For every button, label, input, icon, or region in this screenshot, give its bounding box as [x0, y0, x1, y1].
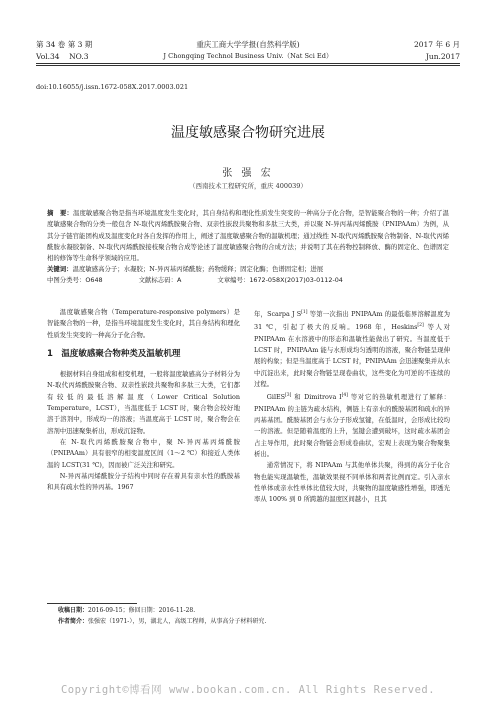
- header-journal-cn: 重庆工商大学学报(自然科学版): [196, 40, 300, 49]
- keywords-text: 温度敏感高分子；水凝胶；N-异丙基丙烯酰胺；药物缓释；固定化酶；色谱固定相；进展: [72, 265, 324, 274]
- citation-ref: [3]: [285, 393, 292, 399]
- received-label: 收稿日期：: [58, 607, 89, 614]
- author-info-label: 作者简介：: [58, 618, 89, 625]
- footnote-author: [58, 617, 266, 627]
- body-paragraph: 在 N-取代丙烯酰胺聚合物中，聚 N-异丙基丙烯酰胺（PNIPAAm）具有很窄的相变温度区间（1～2 ℃）和接近人类体温的 LCST(31 ℃)，因而被广泛关注和研究。: [47, 437, 240, 469]
- header-date-cn: 2017 年 6 月: [413, 40, 460, 49]
- author-name: 张 强 宏: [222, 168, 274, 179]
- author-info: 张强宏（1971-），男，湖北人，高级工程师，从事高分子材料研究.: [88, 618, 267, 625]
- clc-number: 中图分类号：O648: [47, 276, 103, 284]
- paper-title: 温度敏感聚合物研究进展: [171, 125, 325, 141]
- header-rule-top: [36, 63, 460, 64]
- header-rule-bottom: [36, 65, 460, 66]
- body-column-right: [254, 307, 450, 505]
- received-dates: 2016-09-15；修回日期：2016-11-28.: [88, 607, 196, 614]
- header-journal-en: J Chongqing Technol Business Univ.（Nat Sci Ed）: [163, 52, 333, 60]
- abstract-label: 摘 要：: [47, 209, 73, 217]
- section-heading-1: 1 温度敏感聚合物种类及温敏机理: [47, 348, 181, 359]
- abstract: [47, 208, 449, 276]
- keywords-label: 关键词：: [47, 265, 73, 274]
- author-affiliation: （西南技术工程研究所，重庆 400039）: [189, 182, 307, 190]
- header-volume-en: Vol.34 NO.3: [36, 52, 89, 61]
- footnote-received: [58, 606, 195, 616]
- body-paragraph: 根据材料自身组成和相变机理，一般将温度敏感高分子材料分为 N-取代丙烯酰胺聚合物、双亲性嵌段共聚物和多肽三大类，它们都有较低的最低溶解温度（Lower Critical Solution Temperature，LCST），当温度低于 LCST 时，聚合物会较好地溶于溶剂中，形成均一的溶液；当温度高于 LCST 时，聚合物会在溶剂中迅速聚集析出，形成沉淀物。: [47, 370, 240, 435]
- abstract-text: 温度敏感聚合物是指当环境温度发生变化时，其自身结构和理化性质发生突变的一种高分子化合物，是智能聚合物的一种；介绍了温度敏感聚合物的分类一般包含 N-取代丙烯酰胺聚合物、双亲性嵌段共聚物和多肽三大类，并以聚 N-异丙基丙烯酰胺（PNIPAAm）为例，从其分子链官能团构成及温度变化时各自发挥的作用上，阐述了温度敏感聚合物的温敏机理；通过线性 N-取代丙烯酰胺聚合物制备、N-取代丙烯酰胺水凝胶制备、N-取代丙烯酰胺接枝聚合物合成等论述了温度敏感聚合物的合成方法；并说明了其在药物控制释放、酶的固定化、色谱固定相的修饰等生命科学领域的应用。: [47, 209, 450, 263]
- body-paragraph: 通常情况下，将 NIPAAm 与其他单体共聚，得到的高分子化合物也能实现温敏性，温敏效果视不同单体和两者比例而定。引入亲水性单体或亲水性单体比值较大时，共聚物的温度敏感性增强，即透光率从 100% 到 0 所跨越的温度区间越小，且其: [254, 461, 450, 504]
- citation-ref: [4]: [341, 393, 348, 399]
- intro-paragraph: 温度敏感聚合物（Temperature-responsive polymers）是智能聚合物的一种，是指当环境温度发生变化时，其自身结构和理化性质发生突变的一种高分子化合物。: [47, 308, 240, 339]
- body-column-left: [47, 307, 240, 493]
- classification-line: [47, 275, 449, 286]
- document-code: 文献标志码：A: [138, 276, 182, 284]
- body-paragraph: N-异丙基丙烯酰胺分子结构中同时存在着具有亲水性的酰胺基和具有疏水性的异丙基。1967: [47, 471, 240, 492]
- header-volume-cn: 第 34 卷 第 3 期: [36, 40, 93, 49]
- copyright-watermark: Copyright©博看网 www.bookan.com.cn. All Rights Reserved.: [60, 684, 436, 696]
- citation-ref: [1]: [301, 310, 308, 315]
- article-id: 文章编号：1672-058X(2017)03-0112-04: [217, 276, 343, 284]
- doi: doi:10.16055/j.issn.1672-058X.2017.0003.021: [36, 83, 189, 91]
- footnote-rule: [47, 603, 137, 604]
- citation-ref: [2]: [417, 323, 424, 329]
- body-paragraph: 年，Scarpa J S[1] 等第一次指出 PNIPAAm 的最低临界溶解温度为 31 ℃，引起了极大的反响。1968 年，Heskins[2] 等人对 PNIPAAm 在水溶液中的形态和温敏性能做出了研究。当温度低于 LCST 时，PNIPAAm 能与水形成均匀透明的溶液，聚合物链呈现伸展的构象；但是当温度高于 LCST 时，PNIPAAm 会迅速聚集并从水中沉淀出来，此时聚合物链呈现卷曲状，这些变化为可逆的不连续的过程。: [254, 310, 450, 389]
- body-paragraph: GilES[3] 和 Dimitrova I[4] 等对它的热敏机理进行了解释：PNIPAAm 的主链为疏水结构，侧链上有亲水的酰胺基团和疏水的异丙基基团。酰胺基团会与水分子形成氢键，在低温时，会形成比较均一的溶液。但是随着温度的上升，氢键会遭到破坏，这时疏水基团会占主导作用，此时聚合物链会形成卷曲状，宏观上表现为聚合物聚集析出。: [254, 393, 451, 458]
- header-date-en: Jun.2017: [425, 52, 460, 61]
